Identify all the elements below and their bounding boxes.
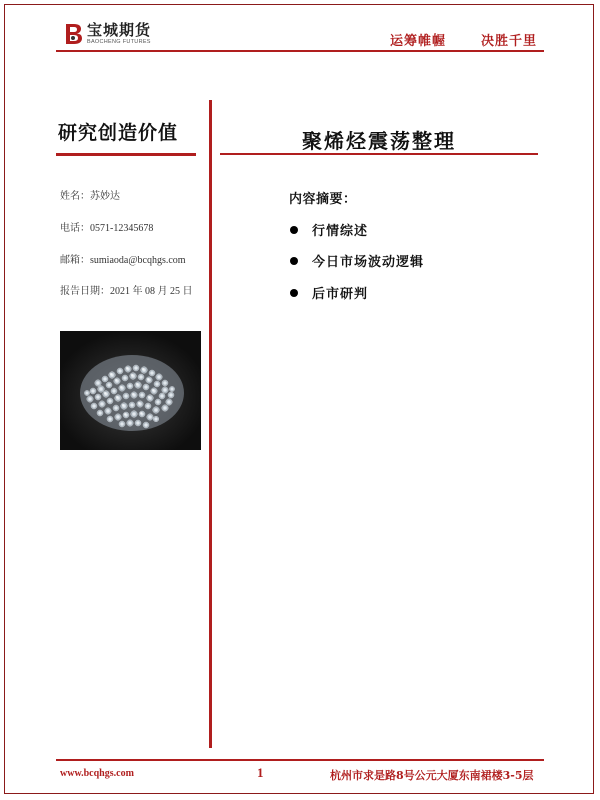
bullet-dot-icon bbox=[290, 226, 298, 234]
report-date bbox=[60, 282, 193, 297]
email-value: sumiaoda@bcqhgs.com bbox=[90, 255, 186, 266]
slogan-right: 决胜千里 bbox=[481, 34, 538, 49]
footer-address: 杭州市求是路8号公元大厦东南裙楼3-5层 bbox=[330, 769, 534, 782]
summary-item-text: 后市研判 bbox=[312, 287, 369, 302]
report-title: 聚烯烃震荡整理 bbox=[302, 129, 456, 153]
left-title-divider bbox=[56, 153, 196, 156]
page-number: 1 bbox=[257, 765, 264, 780]
name-value: 苏妙达 bbox=[90, 191, 120, 202]
left-column-title: 研究创造价值 bbox=[58, 122, 179, 144]
summary-label: 内容摘要： bbox=[289, 192, 357, 207]
name-label: 姓名： bbox=[60, 191, 90, 202]
logo-name: 宝城期货 bbox=[87, 21, 152, 39]
summary-item bbox=[289, 251, 424, 270]
analyst-name bbox=[60, 187, 120, 202]
slogan-left: 运筹帷幄 bbox=[390, 34, 447, 49]
date-value: 2021 年 08 月 25 日 bbox=[110, 286, 193, 297]
date-label: 报告日期： bbox=[60, 286, 110, 297]
logo-subtitle: BAOCHENG FUTURES bbox=[87, 39, 151, 45]
summary-item-text: 行情综述 bbox=[312, 224, 369, 239]
summary-item bbox=[289, 220, 368, 239]
phone-value: 0571-12345678 bbox=[90, 223, 154, 234]
header-divider bbox=[56, 50, 544, 52]
bullet-dot-icon bbox=[290, 289, 298, 297]
analyst-phone bbox=[60, 219, 153, 234]
column-divider bbox=[209, 100, 212, 748]
company-logo bbox=[64, 22, 151, 46]
logo-mark-icon bbox=[64, 22, 84, 46]
email-label: 邮箱： bbox=[60, 255, 90, 266]
footer-divider bbox=[56, 759, 544, 761]
summary-item bbox=[289, 283, 368, 302]
analyst-email bbox=[60, 251, 186, 266]
summary-item-text: 今日市场波动逻辑 bbox=[312, 255, 425, 270]
bullet-dot-icon bbox=[290, 257, 298, 265]
phone-label: 电话： bbox=[60, 223, 90, 234]
product-pellets-image bbox=[60, 331, 201, 450]
title-divider bbox=[220, 153, 538, 155]
footer-website-link[interactable]: www.bcqhgs.com bbox=[60, 768, 134, 779]
